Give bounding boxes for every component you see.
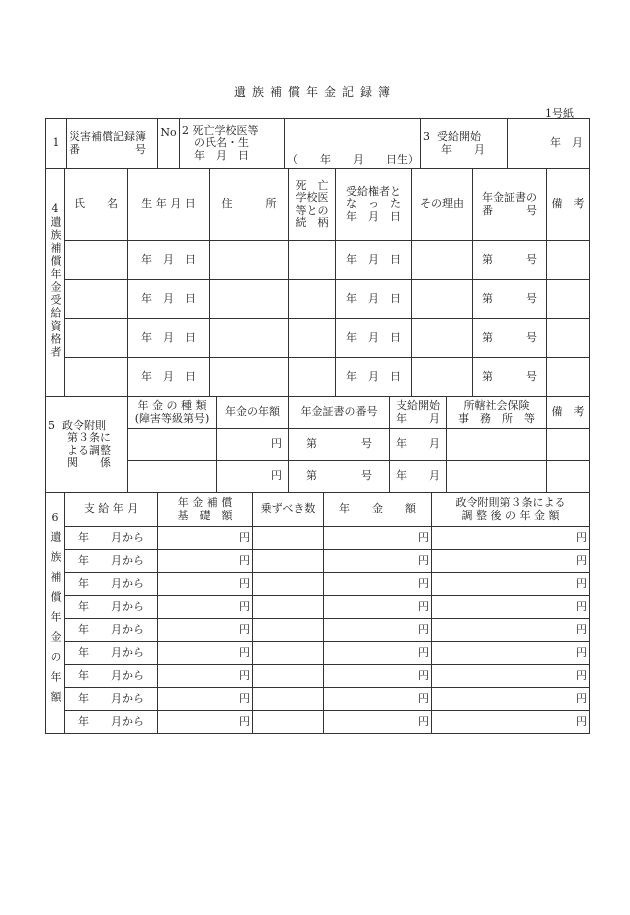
- reason-field[interactable]: [412, 319, 473, 358]
- multiplier-field[interactable]: [253, 688, 324, 711]
- header-pension-amount: 年 金 額: [324, 493, 432, 527]
- header-adjusted-amount: 政令附則第３条による 調 整 後 の 年 金 額: [432, 493, 590, 527]
- address-field[interactable]: [210, 280, 289, 319]
- form-number: 1号紙: [545, 107, 574, 120]
- birth-date-field[interactable]: 年 月 日: [128, 319, 210, 358]
- qualified-date-field[interactable]: 年 月 日: [336, 358, 412, 397]
- notes-field[interactable]: [547, 358, 590, 397]
- address-field[interactable]: [210, 319, 289, 358]
- period-field[interactable]: 年 月から: [65, 642, 158, 665]
- period-field[interactable]: 年 月から: [65, 550, 158, 573]
- pension-amount-field[interactable]: 円: [324, 688, 432, 711]
- header-address: 住 所: [210, 169, 289, 241]
- section-4-label: 4 遺族補償年金受給資格者: [46, 169, 65, 397]
- table-row: [46, 461, 590, 493]
- adjusted-amount-field[interactable]: 円: [432, 550, 590, 573]
- header-payment-start: 支給開始 年 月: [390, 397, 447, 429]
- header-birth-date: 生 年 月 日: [128, 169, 210, 241]
- adjusted-amount-field[interactable]: 円: [432, 573, 590, 596]
- table-row: [46, 711, 590, 734]
- table-row: [46, 527, 590, 550]
- certificate-no-field[interactable]: 第 号: [473, 280, 547, 319]
- pension-amount-field[interactable]: 円: [324, 619, 432, 642]
- header-name: 氏 名: [65, 169, 128, 241]
- multiplier-field[interactable]: [253, 665, 324, 688]
- base-amount-field[interactable]: 円: [158, 619, 253, 642]
- name-field[interactable]: [65, 280, 128, 319]
- period-field[interactable]: 年 月から: [65, 527, 158, 550]
- certificate-no-field[interactable]: 第 号: [473, 319, 547, 358]
- header-notes: 備 考: [547, 397, 590, 429]
- birth-date-field[interactable]: 年 月 日: [128, 280, 210, 319]
- table-row: [46, 319, 590, 358]
- birth-date-blank: （ 年 月 日生）: [287, 152, 419, 166]
- header-pension-kind: 年 金 の 種 類 (障害等級第号): [128, 397, 217, 429]
- certificate-no-field[interactable]: 第 号: [473, 358, 547, 397]
- qualified-date-field[interactable]: 年 月 日: [336, 241, 412, 280]
- multiplier-field[interactable]: [253, 550, 324, 573]
- header-base-amount: 年 金 補 償 基 礎 額: [158, 493, 253, 527]
- address-field[interactable]: [210, 241, 289, 280]
- notes-field[interactable]: [547, 280, 590, 319]
- header-certificate-no: 年金証書の 番 号: [473, 169, 547, 241]
- table-row: [46, 596, 590, 619]
- certificate-no-field[interactable]: 第 号: [473, 241, 547, 280]
- adjusted-amount-field[interactable]: 円: [432, 688, 590, 711]
- pension-amount-field[interactable]: 円: [324, 665, 432, 688]
- deceased-name-field[interactable]: [285, 119, 421, 169]
- table-row: [46, 241, 590, 280]
- period-field[interactable]: 年 月から: [65, 665, 158, 688]
- header-reason: その理由: [412, 169, 473, 241]
- relationship-field[interactable]: [289, 241, 336, 280]
- payment-start-field[interactable]: 年 月: [508, 119, 590, 169]
- header-qualified-date: 受給権者と な っ た 年 月 日: [336, 169, 412, 241]
- base-amount-field[interactable]: 円: [158, 642, 253, 665]
- pension-amount-field[interactable]: 円: [324, 642, 432, 665]
- base-amount-field[interactable]: 円: [158, 665, 253, 688]
- pension-amount-field[interactable]: 円: [324, 527, 432, 550]
- qualified-date-field[interactable]: 年 月 日: [336, 319, 412, 358]
- table-row: [46, 665, 590, 688]
- header-notes: 備 考: [547, 169, 590, 241]
- base-amount-field[interactable]: 円: [158, 688, 253, 711]
- section-5-table: [45, 396, 590, 493]
- table-row: [46, 573, 590, 596]
- multiplier-field[interactable]: [253, 527, 324, 550]
- header-relationship: 死 亡 学校医 等との 続 柄: [289, 169, 336, 241]
- table-row: [46, 358, 590, 397]
- office-field[interactable]: [447, 461, 547, 493]
- address-field[interactable]: [210, 358, 289, 397]
- adjusted-amount-field[interactable]: 円: [432, 527, 590, 550]
- payment-start-field[interactable]: 年 月: [390, 429, 447, 461]
- annual-amount-field[interactable]: 円: [217, 461, 289, 493]
- section-1-number: 1: [46, 119, 67, 169]
- multiplier-field[interactable]: [253, 619, 324, 642]
- disaster-record-no-label: 災害補償記録簿 番 号: [67, 119, 158, 169]
- payment-start-field[interactable]: 年 月: [390, 461, 447, 493]
- table-row: [46, 429, 590, 461]
- table-row: [46, 280, 590, 319]
- table-row: [46, 550, 590, 573]
- period-field[interactable]: 年 月から: [65, 596, 158, 619]
- header-certificate-no: 年金証書の番号: [289, 397, 390, 429]
- base-amount-field[interactable]: 円: [158, 711, 253, 734]
- adjusted-amount-field[interactable]: 円: [432, 619, 590, 642]
- name-field[interactable]: [65, 358, 128, 397]
- table-row: [46, 619, 590, 642]
- period-field[interactable]: 年 月から: [65, 688, 158, 711]
- base-amount-field[interactable]: 円: [158, 527, 253, 550]
- section-1-table: [45, 118, 590, 169]
- relationship-field[interactable]: [289, 358, 336, 397]
- notes-field[interactable]: [547, 319, 590, 358]
- section-6-label: 6 遺族補償年金の年額: [46, 493, 65, 734]
- multiplier-field[interactable]: [253, 573, 324, 596]
- table-row: [46, 688, 590, 711]
- pension-amount-field[interactable]: 円: [324, 573, 432, 596]
- notes-field[interactable]: [547, 241, 590, 280]
- deceased-name-label: 2 死亡学校医等 の氏名・生 年 月 日: [180, 119, 285, 169]
- record-no-label: No: [158, 119, 180, 169]
- period-field[interactable]: 年 月から: [65, 573, 158, 596]
- annual-amount-field[interactable]: 円: [217, 429, 289, 461]
- header-annual-amount: 年金の年額: [217, 397, 289, 429]
- notes-field[interactable]: [547, 461, 590, 493]
- birth-date-field[interactable]: 年 月 日: [128, 358, 210, 397]
- relationship-field[interactable]: [289, 319, 336, 358]
- certificate-no-field[interactable]: 第 号: [289, 461, 390, 493]
- reason-field[interactable]: [412, 241, 473, 280]
- table-row: [46, 642, 590, 665]
- pension-kind-field[interactable]: [128, 429, 217, 461]
- notes-field[interactable]: [547, 429, 590, 461]
- section-4-table: [45, 168, 590, 397]
- name-field[interactable]: [65, 319, 128, 358]
- pension-amount-field[interactable]: 円: [324, 596, 432, 619]
- adjusted-amount-field[interactable]: 円: [432, 596, 590, 619]
- relationship-field[interactable]: [289, 280, 336, 319]
- period-field[interactable]: 年 月から: [65, 711, 158, 734]
- pension-amount-field[interactable]: 円: [324, 550, 432, 573]
- base-amount-field[interactable]: 円: [158, 550, 253, 573]
- pension-kind-field[interactable]: [128, 461, 217, 493]
- adjusted-amount-field[interactable]: 円: [432, 642, 590, 665]
- pension-amount-field[interactable]: 円: [324, 711, 432, 734]
- adjusted-amount-field[interactable]: 円: [432, 665, 590, 688]
- period-field[interactable]: 年 月から: [65, 619, 158, 642]
- section-6-table: [45, 492, 590, 734]
- header-payment-period: 支 給 年 月: [65, 493, 158, 527]
- payment-start-label: 3 受給開始 年 月: [421, 119, 508, 169]
- section-5-label: 5 政令附則 第３条に よる調整 関 係: [46, 397, 128, 493]
- header-multiplier: 乗ずべき数: [253, 493, 324, 527]
- reason-field[interactable]: [412, 358, 473, 397]
- multiplier-field[interactable]: [253, 711, 324, 734]
- office-field[interactable]: [447, 429, 547, 461]
- qualified-date-field[interactable]: 年 月 日: [336, 280, 412, 319]
- header-social-insurance-office: 所轄社会保険 事 務 所 等: [447, 397, 547, 429]
- reason-field[interactable]: [412, 280, 473, 319]
- birth-date-field[interactable]: 年 月 日: [128, 241, 210, 280]
- adjusted-amount-field[interactable]: 円: [432, 711, 590, 734]
- base-amount-field[interactable]: 円: [158, 596, 253, 619]
- base-amount-field[interactable]: 円: [158, 573, 253, 596]
- name-field[interactable]: [65, 241, 128, 280]
- multiplier-field[interactable]: [253, 642, 324, 665]
- document-title: 遺族補償年金記録簿: [233, 85, 396, 99]
- certificate-no-field[interactable]: 第 号: [289, 429, 390, 461]
- multiplier-field[interactable]: [253, 596, 324, 619]
